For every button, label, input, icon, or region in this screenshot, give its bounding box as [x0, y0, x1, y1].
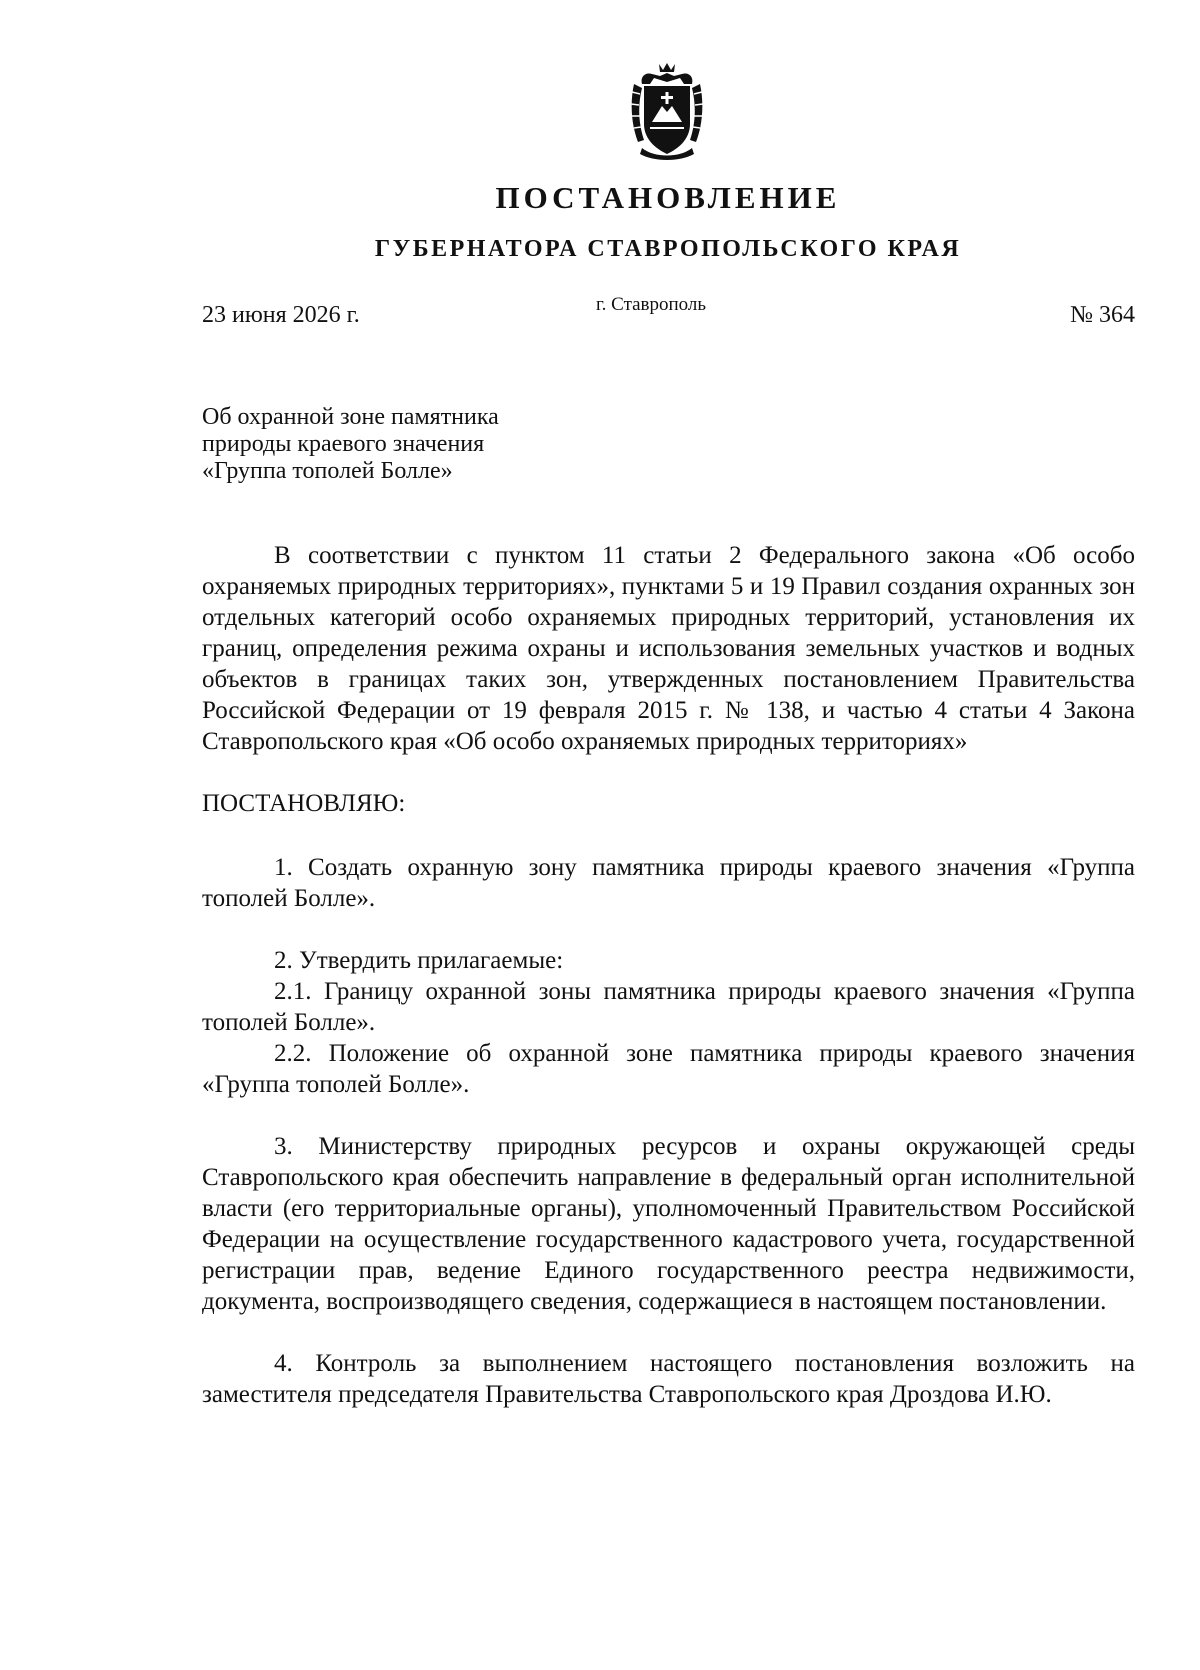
document-date: 23 июня 2026 г. [202, 302, 360, 328]
item-3: 3. Министерству природных ресурсов и охраны окружающей среды Ставропольского края обеспечить направление в федеральный орган исполнительной власти (его территориальные органы), уполномоченный Правительством Российской Федерации на осуществление государственного кадастрового учета, государственной регистрации прав, ведение Единого государственного реестра недвижимости, документа, воспроизводящего сведения, содержащиеся в настоящем постановлении. [202, 1133, 1135, 1315]
item-4: 4. Контроль за выполнением настоящего постановления возложить на заместителя председателя Правительства Ставропольского края Дроздова И.Ю. [202, 1350, 1135, 1408]
document-issuer: ГУБЕРНАТОРА СТАВРОПОЛЬСКОГО КРАЯ [374, 236, 962, 262]
subject-line: Об охранной зоне памятника [202, 404, 499, 430]
item-2: 2. Утвердить прилагаемые: [274, 947, 564, 974]
item-2-2: 2.2. Положение об охранной зоне памятника природы краевого значения «Группа тополей Болле». [202, 1040, 1135, 1098]
document-city: г. Ставрополь [596, 294, 707, 315]
item-2-1: 2.1. Границу охранной зоны памятника природы краевого значения «Группа тополей Болле». [202, 978, 1135, 1036]
stavropol-coat-of-arms-icon [628, 62, 706, 162]
document-title: ПОСТАНОВЛЕНИЕ [495, 180, 841, 215]
item-1: 1. Создать охранную зону памятника природы краевого значения «Группа тополей Болле». [202, 854, 1135, 912]
subject-line: «Группа тополей Болле» [202, 458, 453, 484]
document-body [202, 540, 1135, 1410]
decree-word: ПОСТАНОВЛЯЮ: [202, 790, 406, 817]
subject-line: природы краевого значения [202, 431, 485, 457]
document-subject [202, 404, 622, 485]
document-number: № 364 [1070, 302, 1135, 328]
preamble-paragraph: В соответствии с пунктом 11 статьи 2 Федерального закона «Об особо охраняемых природных территориях», пунктами 5 и 19 Правил создания охранных зон отдельных категорий особо охраняемых природных территорий, установления их границ, определения режима охраны и использования земельных участков и водных объектов в границах таких зон, утвержденных постановлением Правительства Российской Федерации от 19 февраля 2015 г. № 138, и частью 4 статьи 4 Закона Ставропольского края «Об особо охраняемых природных территориях» [202, 542, 1135, 755]
